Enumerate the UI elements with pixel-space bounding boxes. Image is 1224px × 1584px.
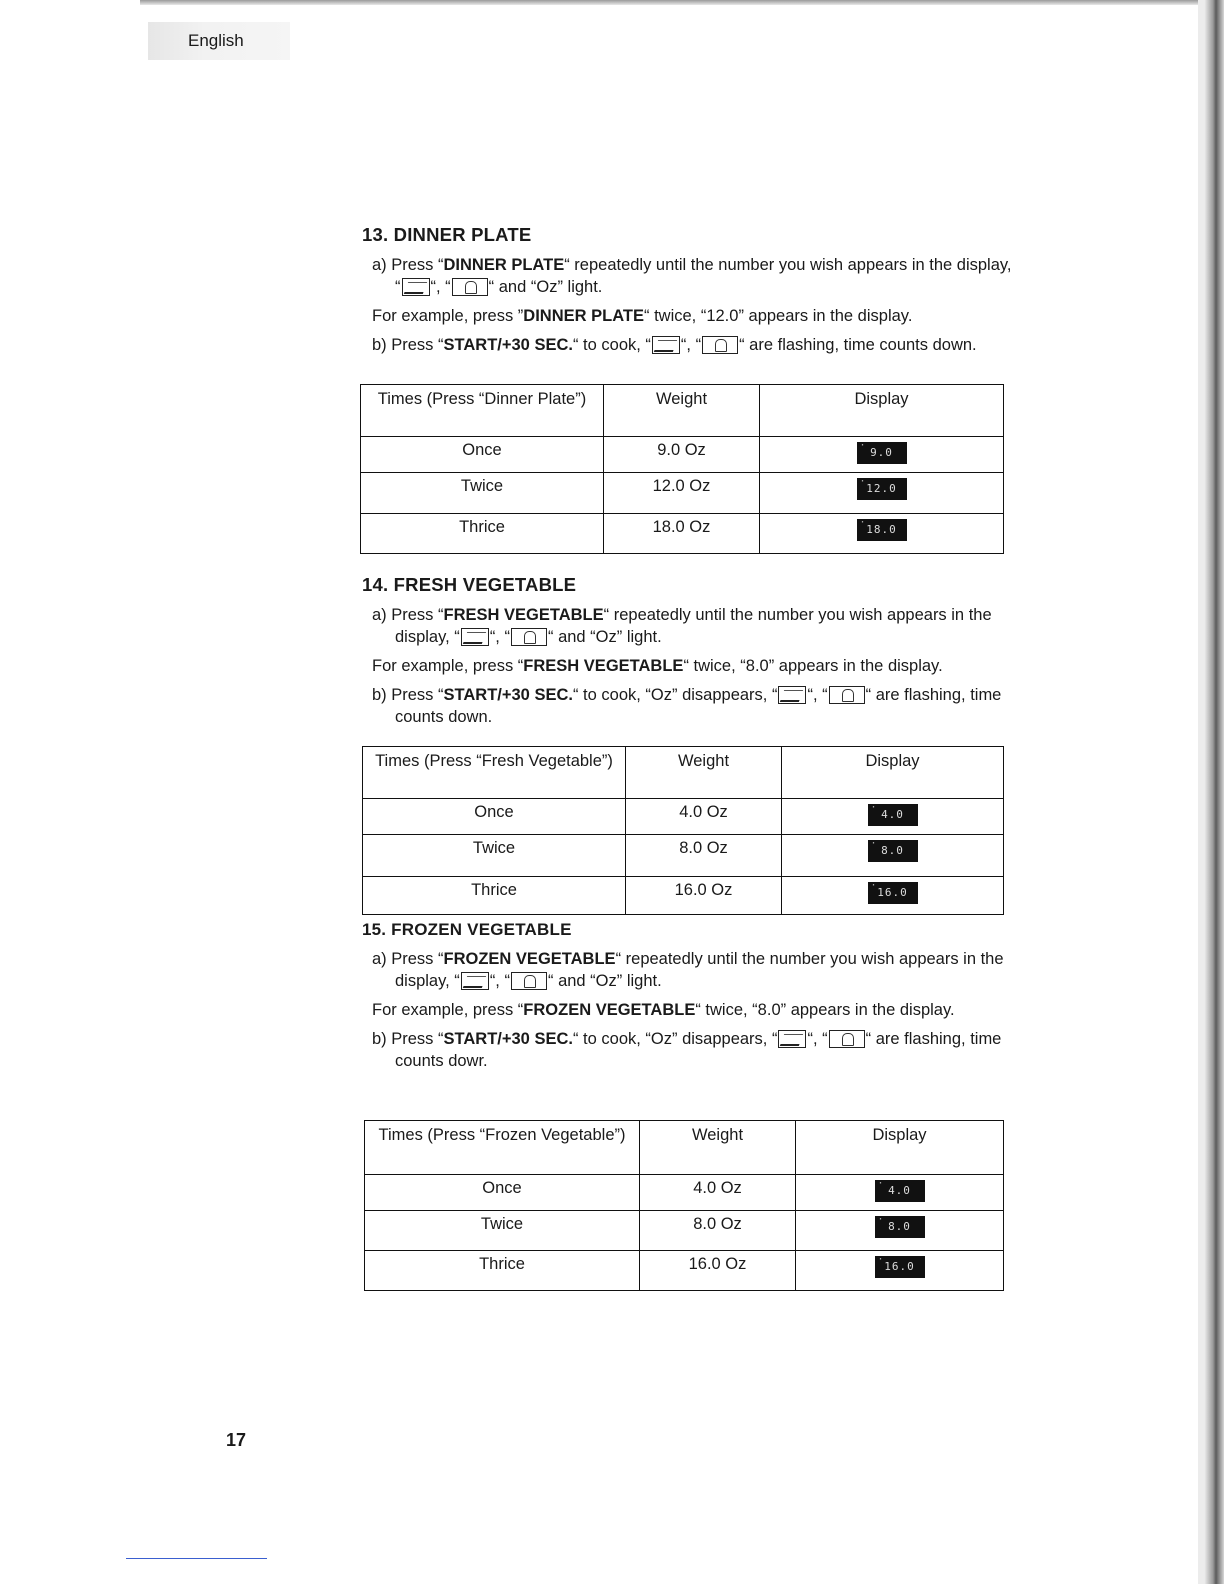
cell-display	[796, 1175, 1004, 1211]
cell-weight: 4.0 Oz	[626, 799, 782, 835]
plate-icon	[461, 972, 489, 990]
button-name: DINNER PLATE	[523, 307, 644, 325]
step-a: a) Press “DINNER PLATE“ repeatedly until the number you wish appears in the display, “ “, “ “ and “Oz” light.	[372, 256, 1012, 296]
cell-display	[782, 799, 1004, 835]
button-name: START/+30 SEC.	[443, 336, 573, 354]
plate-icon	[461, 628, 489, 646]
col-header-times: Times (Press “Frozen Vegetable”)	[365, 1121, 640, 1175]
cell-weight: 16.0 Oz	[626, 877, 782, 915]
cell-times: Twice	[361, 473, 604, 514]
button-name: START/+30 SEC.	[443, 1030, 573, 1048]
section-fresh-vegetable	[362, 574, 1012, 735]
table-row	[361, 514, 1004, 554]
button-name: FROZEN VEGETABLE	[443, 950, 616, 968]
cell-weight: 12.0 Oz	[604, 473, 760, 514]
chef-hat-icon	[829, 1030, 865, 1048]
cell-display	[760, 514, 1004, 554]
cell-display	[782, 877, 1004, 915]
cell-display	[796, 1251, 1004, 1291]
col-header-weight: Weight	[604, 385, 760, 437]
example: For example, press “FROZEN VEGETABLE“ twice, “8.0” appears in the display.	[372, 1001, 955, 1019]
cell-times: Once	[361, 437, 604, 473]
chef-hat-icon	[829, 686, 865, 704]
table-fresh-vegetable	[362, 746, 1004, 915]
plate-icon	[652, 336, 680, 354]
cell-display	[782, 835, 1004, 877]
col-header-weight: Weight	[640, 1121, 796, 1175]
table-frozen-vegetable	[364, 1120, 1004, 1291]
section-title: 13. DINNER PLATE	[362, 224, 532, 245]
table-row	[361, 437, 1004, 473]
table-row	[365, 1211, 1004, 1251]
cell-weight: 18.0 Oz	[604, 514, 760, 554]
cell-weight: 4.0 Oz	[640, 1175, 796, 1211]
cell-weight: 9.0 Oz	[604, 437, 760, 473]
table-row	[363, 877, 1004, 915]
lcd-display: · 8.0	[868, 840, 918, 862]
step-a: a) Press “FROZEN VEGETABLE“ repeatedly until the number you wish appears in the display, “ “, “ “ and “Oz” light.	[372, 950, 1004, 990]
cell-weight: 8.0 Oz	[640, 1211, 796, 1251]
top-rule	[140, 0, 1200, 5]
lcd-display: · 9.0	[857, 442, 907, 464]
step-b: b) Press “START/+30 SEC.“ to cook, “Oz” disappears, “ “, “ “ are flashing, time counts dowr.	[372, 1030, 1002, 1070]
chef-hat-icon	[452, 278, 488, 296]
page-number: 17	[226, 1430, 247, 1450]
example: For example, press ”DINNER PLATE“ twice, “12.0” appears in the display.	[372, 307, 913, 325]
step-a: a) Press “FRESH VEGETABLE“ repeatedly until the number you wish appears in the display, “ “, “ “ and “Oz” light.	[372, 606, 992, 646]
section-dinner-plate	[362, 224, 1012, 363]
col-header-display: Display	[782, 747, 1004, 799]
cell-display	[796, 1211, 1004, 1251]
chef-hat-icon	[511, 972, 547, 990]
cell-weight: 16.0 Oz	[640, 1251, 796, 1291]
button-name: FROZEN VEGETABLE	[523, 1001, 696, 1019]
plate-icon	[778, 1030, 806, 1048]
col-header-times: Times (Press “Dinner Plate”)	[361, 385, 604, 437]
cell-times: Twice	[365, 1211, 640, 1251]
plate-icon	[778, 686, 806, 704]
lcd-display: · 4.0	[868, 804, 918, 826]
cell-times: Once	[365, 1175, 640, 1211]
col-header-weight: Weight	[626, 747, 782, 799]
table-row	[365, 1175, 1004, 1211]
col-header-display: Display	[760, 385, 1004, 437]
table-row	[361, 473, 1004, 514]
table-row	[363, 835, 1004, 877]
lcd-display: · 16.0	[868, 882, 918, 904]
lcd-display: · 16.0	[875, 1256, 925, 1278]
chef-hat-icon	[511, 628, 547, 646]
section-frozen-vegetable	[362, 920, 1012, 1079]
cell-times: Twice	[363, 835, 626, 877]
col-header-display: Display	[796, 1121, 1004, 1175]
table-dinner-plate	[360, 384, 1004, 554]
table-row	[365, 1251, 1004, 1291]
lcd-display: · 18.0	[857, 519, 907, 541]
footer-rule	[126, 1558, 267, 1559]
col-header-times: Times (Press “Fresh Vegetable”)	[363, 747, 626, 799]
cell-weight: 8.0 Oz	[626, 835, 782, 877]
chef-hat-icon	[702, 336, 738, 354]
cell-times: Once	[363, 799, 626, 835]
step-b: b) Press “START/+30 SEC.“ to cook, “ “, “ “ are flashing, time counts down.	[372, 336, 977, 354]
button-name: START/+30 SEC.	[443, 686, 573, 704]
language-tab: English	[148, 22, 290, 60]
lcd-display: · 4.0	[875, 1180, 925, 1202]
table-row	[363, 799, 1004, 835]
cell-times: Thrice	[365, 1251, 640, 1291]
lcd-display: · 12.0	[857, 478, 907, 500]
section-title: 15. FROZEN VEGETABLE	[362, 920, 572, 939]
cell-times: Thrice	[363, 877, 626, 915]
lcd-display: · 8.0	[875, 1216, 925, 1238]
button-name: FRESH VEGETABLE	[523, 657, 684, 675]
example: For example, press “FRESH VEGETABLE“ twice, “8.0” appears in the display.	[372, 657, 943, 675]
button-name: DINNER PLATE	[443, 256, 565, 274]
cell-display	[760, 437, 1004, 473]
button-name: FRESH VEGETABLE	[443, 606, 604, 624]
step-b: b) Press “START/+30 SEC.“ to cook, “Oz” disappears, “ “, “ “ are flashing, time counts down.	[372, 686, 1002, 726]
plate-icon	[402, 278, 430, 296]
cell-times: Thrice	[361, 514, 604, 554]
section-title: 14. FRESH VEGETABLE	[362, 574, 577, 595]
page-edge-shadow	[1204, 0, 1224, 1584]
cell-display	[760, 473, 1004, 514]
